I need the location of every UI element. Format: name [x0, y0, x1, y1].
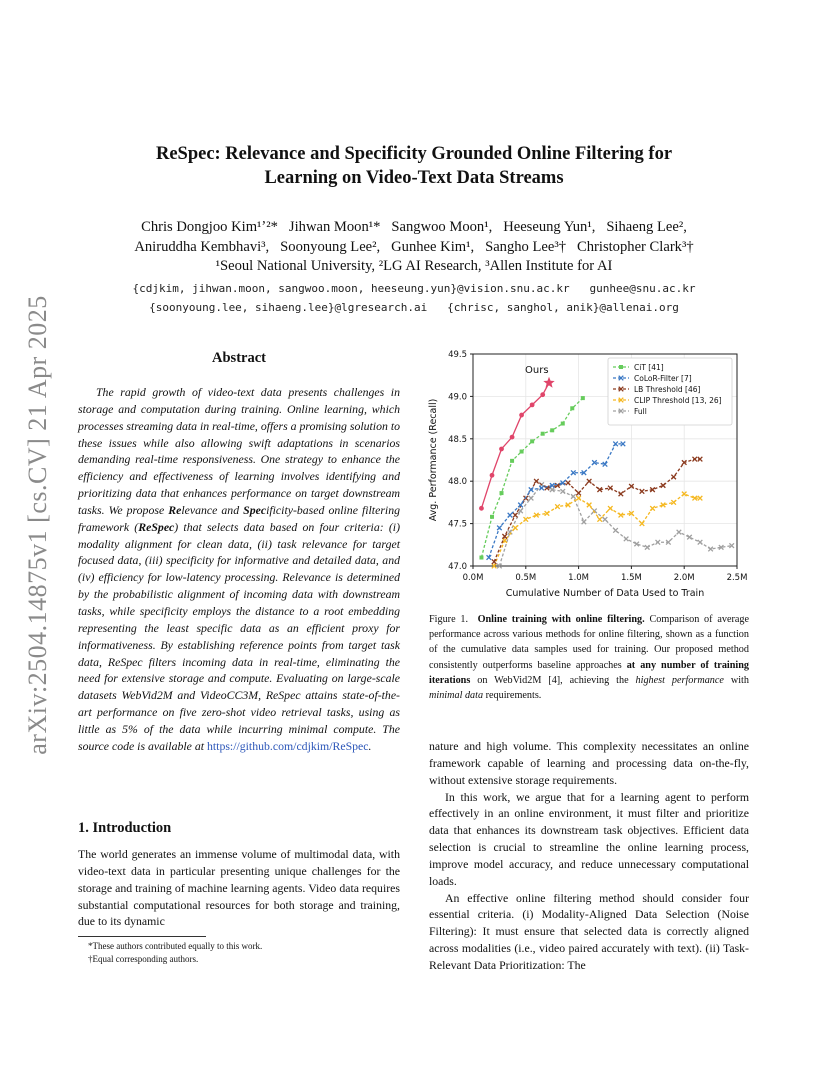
data-point: [561, 422, 565, 426]
x-tick-label: 2.5M: [726, 573, 748, 583]
y-tick-label: 48.5: [448, 434, 467, 445]
footnotes: [78, 940, 400, 965]
data-point: [571, 470, 576, 475]
data-point: [624, 537, 629, 542]
data-point: [545, 511, 550, 516]
intro-heading: 1. Introduction: [78, 820, 172, 836]
data-point: [500, 491, 504, 495]
x-tick-label: 1.0M: [568, 573, 590, 583]
figure-1-caption: Figure 1. Online training with online filtering. Comparison of average performance across various methods for online filtering, shown as a function of the cumulative data samples used for training. Our proposed method consistently outperforms baseline approaches at any number of training iterations on WebVid2M [4], achieving the highest performance with minimal data requirements.: [429, 614, 749, 702]
legend-marker: [619, 365, 623, 369]
footnote-divider: [78, 936, 206, 937]
data-point: [479, 506, 484, 511]
y-tick-label: 49.0: [448, 392, 467, 403]
data-point: [613, 442, 618, 447]
data-point: [698, 496, 703, 501]
affiliations: ¹Seoul National University, ²LG AI Research, ³Allen Institute for AI: [215, 258, 613, 274]
data-point: [608, 486, 613, 491]
paragraph: In this work, we argue that for a learning agent to perform effectively in an online environment, it must filter and prioritize data that enhances its downstream task objectives. Efficient data selection is crucial to streamline the online learning process, improve model accuracy, and reduce unnecessary computational loads.: [429, 789, 749, 888]
series-line-lb-threshold-46: [494, 459, 700, 562]
data-point: [540, 392, 545, 397]
data-point: [555, 504, 560, 509]
data-point: [513, 513, 518, 518]
arxiv-identifier: arXiv:2504.14875v1 [cs.CV] 21 Apr 2025: [23, 295, 52, 755]
x-axis-label: Cumulative Number of Data Used to Train: [505, 588, 705, 599]
author-block: [90, 218, 738, 277]
x-tick-label: 0.5M: [515, 573, 537, 583]
data-point: [490, 515, 494, 519]
paragraph: nature and high volume. This complexity necessitates an online framework capable of learning and processing data on-the-fly, without extensive storage requirements.: [429, 739, 749, 787]
data-point: [541, 432, 545, 436]
data-point: [499, 447, 504, 452]
data-point: [518, 509, 523, 514]
data-point: [587, 503, 592, 508]
right-column-body: [429, 738, 749, 974]
data-point: [640, 489, 645, 494]
footnote-equal-contribution: *These authors contributed equally to this work.: [88, 941, 263, 951]
paragraph: An effective online filtering method should consider four essential criteria. (i) Modality-Aligned Data Selection (Noise Filtering): It must ensure that selected data is correctly aligned across modalities (i.e., video paired accurately with text). (ii) Task-Relevant Data Prioritization: The: [429, 890, 749, 972]
ours-star-marker: [543, 377, 554, 388]
ours-annotation: Ours: [525, 364, 549, 376]
data-point: [510, 459, 514, 463]
source-code-link[interactable]: https://github.com/cdjkim/ReSpec: [206, 738, 369, 753]
data-point: [479, 556, 483, 560]
y-tick-label: 48.0: [448, 477, 467, 488]
data-point: [529, 496, 534, 501]
data-point: [656, 540, 661, 545]
data-point: [581, 396, 585, 400]
data-point: [698, 540, 703, 545]
email-block: {cdjkim, jihwan.moon, sangwoo.moon, heeseung.yun}@vision.snu.ac.kr gunhee@snu.ac.kr {soonyoung.lee, sihaeng.lee}@lgresearch.ai {chrisc, sanghol, anik}@allenai.org: [132, 282, 696, 314]
data-point: [708, 547, 713, 552]
data-point: [490, 473, 495, 478]
chart-svg: [420, 344, 750, 604]
data-point: [608, 506, 613, 511]
paper-title: ReSpec: Relevance and Specificity Grounded Online Filtering for Learning on Video-Text Data Streams: [155, 144, 673, 188]
data-point: [513, 526, 518, 531]
legend-label: CiT [41]: [634, 363, 664, 372]
authors-line-2: Aniruddha Kembhavi³, Soonyoung Lee², Gunhee Kim¹, Sangho Lee³† Christopher Clark³†: [134, 238, 694, 255]
x-tick-label: 1.5M: [620, 573, 642, 583]
data-point: [520, 450, 524, 454]
figure-1-chart: [420, 344, 750, 604]
intro-body: The world generates an immense volume of multimodal data, with video-text data in particular presenting unique challenges for the storage and training of machine learning agents. Video data requires substantial computational resources for both storage and training, due to its dynamic: [78, 847, 400, 929]
data-point: [570, 406, 574, 410]
legend-label: Full: [634, 407, 647, 416]
data-point: [530, 439, 534, 443]
data-point: [560, 489, 565, 494]
data-point: [510, 435, 515, 440]
legend-label: CLIP Threshold [13, 26]: [634, 396, 722, 405]
x-tick-label: 2.0M: [673, 573, 695, 583]
data-point: [497, 526, 502, 531]
data-point: [530, 402, 535, 407]
data-point: [677, 530, 682, 535]
data-point: [619, 492, 624, 497]
y-axis-label: Avg. Performance (Recall): [428, 398, 439, 522]
abstract-heading: Abstract: [212, 350, 266, 366]
data-point: [687, 535, 692, 540]
series-line-color-filter-7: [489, 444, 623, 558]
authors-line-1: Chris Dongjoo Kim¹ʼ²* Jihwan Moon¹* Sangwoo Moon¹, Heeseung Yun¹, Sihaeng Lee²,: [141, 219, 687, 235]
legend-label: CoLoR-Filter [7]: [634, 374, 692, 383]
data-point: [597, 517, 602, 522]
data-point: [571, 494, 576, 499]
y-tick-label: 49.5: [448, 350, 467, 360]
data-point: [613, 528, 618, 533]
legend-label: LB Threshold [46]: [634, 385, 701, 394]
data-point: [508, 513, 513, 518]
x-tick-label: 0.0M: [462, 573, 484, 583]
data-point: [519, 413, 524, 418]
y-tick-label: 47.0: [448, 562, 467, 572]
data-point: [550, 428, 554, 432]
data-point: [671, 475, 676, 480]
data-point: [603, 517, 608, 522]
data-point: [645, 545, 650, 550]
footnote-corresponding: †Equal corresponding authors.: [88, 953, 199, 964]
series-line-ours: [481, 383, 549, 509]
data-point: [671, 500, 676, 505]
y-tick-label: 47.5: [448, 519, 467, 530]
abstract-body: The rapid growth of video-text data presents challenges in storage and computation during training. Online learning, which processes streaming data in real-time, offers a promising solution to these issues while also allowing swift adaptations in scenarios demanding real-time responsiveness. One strategy to enhance the efficiency and effectiveness of learning involves identifying and prioritizing data that enhances performance on target downstream tasks. We propose Relevance and Specificity-based online filtering framework (ReSpec) that selects data based on four criteria: (i) modality alignment for clean data, (ii) task relevance for target focused data, (iii) specificity for informative and detailed data, and (iv) efficiency for low-latency processing. Relevance is determined by the probabilistic alignment of incoming data with downstream tasks, while specificity employs the distance to a root embedding representing the least specific data as an efficient proxy for informativeness. By establishing reference points from target task data, ReSpec filters incoming data in real-time, eliminating the need for extensive storage and compute. Evaluating on large-scale datasets WebVid2M and VideoCC3M, ReSpec attains state-of-the-art performance on five zero-shot video retrieval tasks, using as little as 5% of the data while incurring minimal compute. The source code is available at https://github.com/cdjkim/ReSpec.: [78, 385, 401, 753]
data-point: [650, 506, 655, 511]
